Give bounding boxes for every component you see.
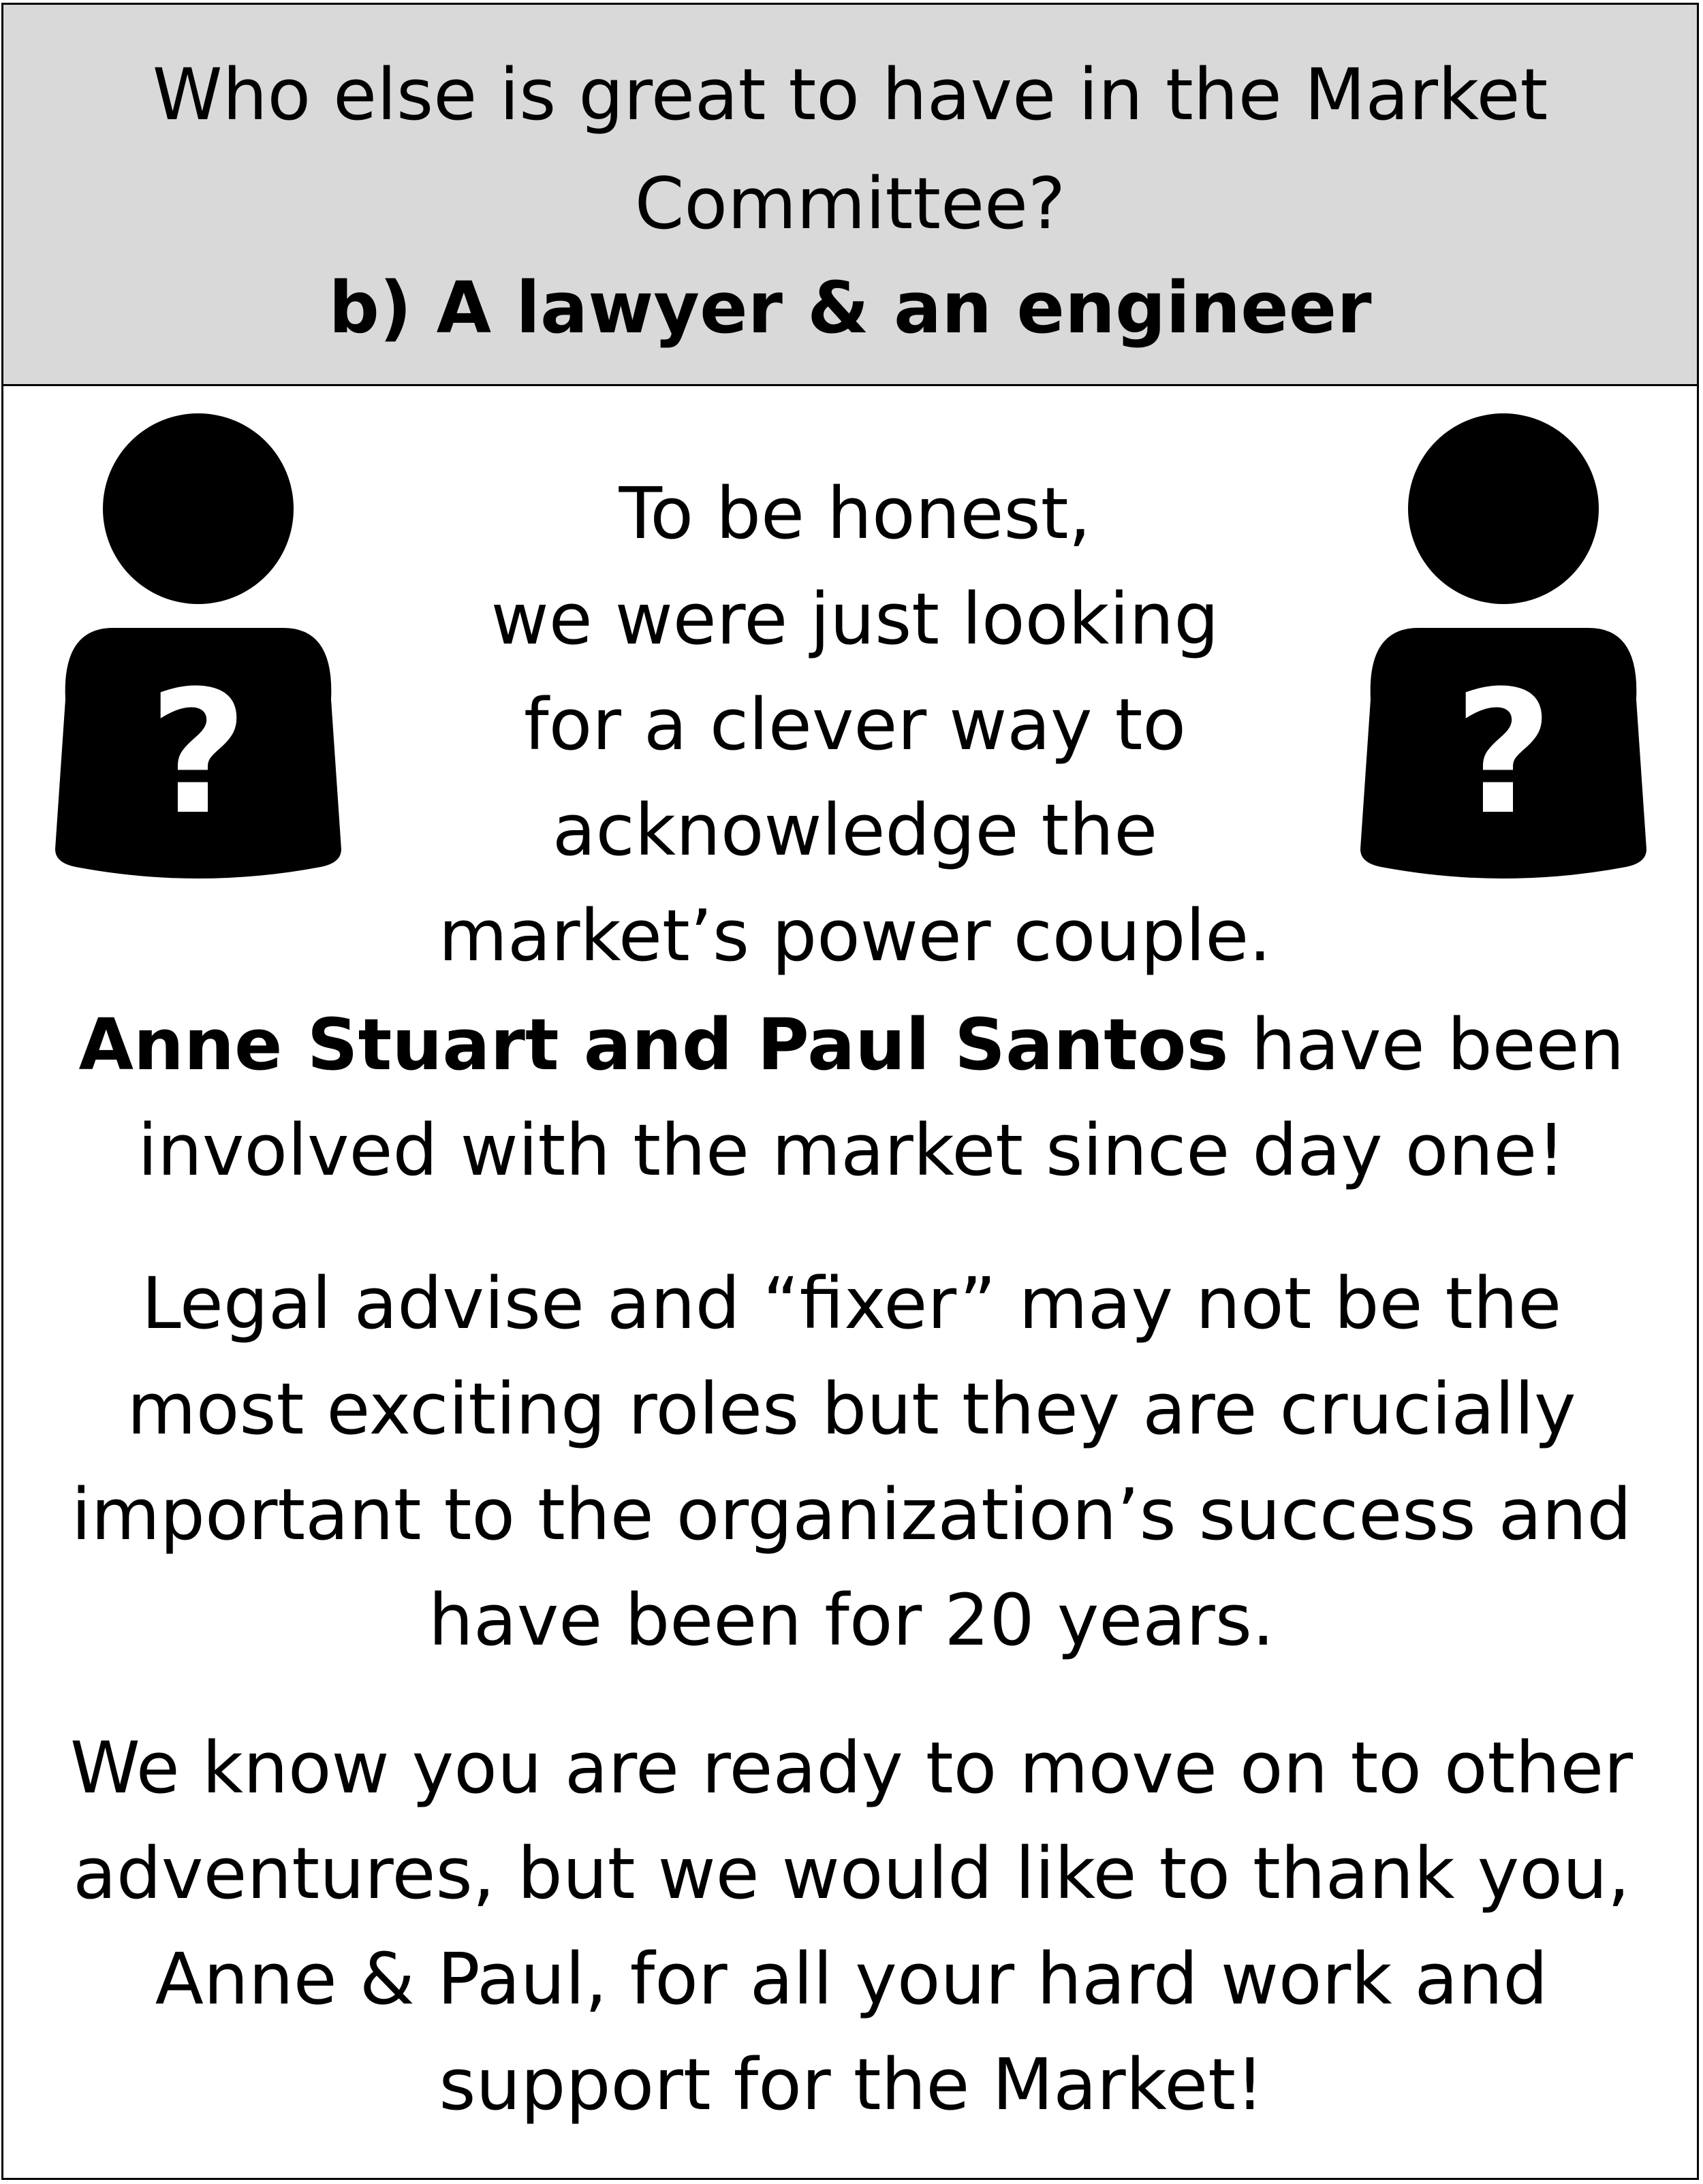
person-question-icon [1354, 413, 1653, 890]
question-text: Who else is great to have in the Market Committee? [152, 53, 1548, 245]
honoree-names: Anne Stuart and Paul Santos [78, 1003, 1229, 1086]
intro-line: To be honest, [619, 472, 1091, 555]
intro-line: acknowledge the [552, 789, 1158, 872]
intro-line: for a clever way to [523, 683, 1187, 766]
names-paragraph [44, 992, 1659, 1203]
roles-paragraph: Legal advise and “fixer” may not be the most exciting roles but they are crucially important to the organization’s success and have been for 20 years. [71, 1262, 1632, 1662]
thanks-paragraph: We know you are ready to move on to other adventures, but we would like to thank you, Anne & Paul, for all your hard work and support for the Market! [70, 1726, 1633, 2126]
intro-line: we were just looking [490, 577, 1219, 661]
names-paragraph-text: have been involved with the market since day one! [138, 1003, 1625, 1192]
question-mark-glyph: ? [149, 654, 248, 852]
question-mark-glyph: ? [1454, 654, 1553, 852]
answer-text: b) A lawyer & an engineer [328, 266, 1372, 349]
acknowledgement-card [1, 3, 1699, 2180]
intro-line: market’s power couple. [438, 894, 1272, 977]
question-header [3, 5, 1697, 386]
person-question-icon [48, 413, 348, 890]
intro-paragraph [371, 461, 1339, 989]
